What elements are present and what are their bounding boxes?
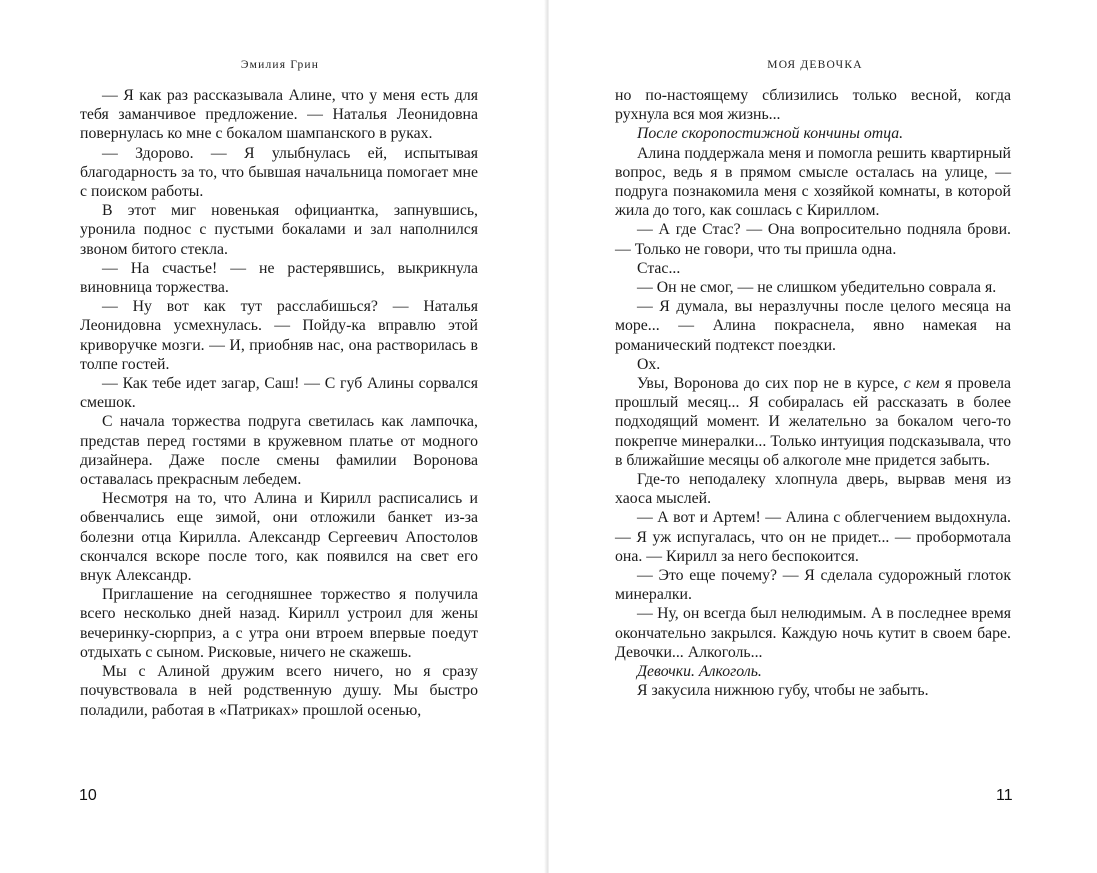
paragraph: — Это еще почему? — Я сделала судорожный глоток минералки. xyxy=(615,567,1011,604)
text-run: я провела прошлый месяц... Я собиралась ей рассказать в более подходящий момент. И желательно за бокалом чего-то покрепче минералки... Только интуиция подсказывала, что в ближайшие месяцы об алкоголе мне придется забыть. xyxy=(615,375,1012,469)
paragraph-italic: Девочки. Алкоголь. xyxy=(637,663,762,681)
paragraph: — Ну вот как тут расслабишься? — Наталья Леонидовна усмехнулась. — Пойду-ка вправлю этой криворучке мозги. — И, приобняв нас, она растворилась в толпе гостей. xyxy=(80,298,478,373)
emphasis: с кем xyxy=(903,375,940,393)
paragraph: — Он не смог, — не слишком убедительно соврала я. xyxy=(637,279,997,297)
paragraph: — Ну, он всегда был нелюдимым. А в последнее время окончательно закрылся. Каждую ночь кутит в своем баре. Девочки... Алкоголь... xyxy=(615,605,1011,661)
left-page xyxy=(0,0,547,873)
page-number: 11 xyxy=(996,787,1013,804)
paragraph: — Я думала, вы неразлучны после целого месяца на море... — Алина покраснела, явно намекая на романический подтекст поездки. xyxy=(615,298,1011,354)
page-number: 10 xyxy=(79,787,97,804)
paragraph: Я закусила нижнюю губу, чтобы не забыть. xyxy=(637,682,929,700)
left-text-block xyxy=(80,86,478,720)
paragraph: Приглашение на сегодняшнее торжество я получила всего несколько дней назад. Кирилл устроил для жены вечеринку-сюрприз, а с утра они втроем впервые поедут отдыхать с сыном. Рисковые, ничего не скажешь. xyxy=(80,586,478,661)
paragraph: — Я как раз рассказывала Алине, что у меня есть для тебя заманчивое предложение. — Наталья Леонидовна повернулась ко мне с бокалом шампанского в руках. xyxy=(80,87,478,143)
right-text-block xyxy=(615,86,1011,701)
paragraph: Мы с Алиной дружим всего ничего, но я сразу почувствовала в ней родственную душу. Мы быстро поладили, работая в «Патриках» прошлой осенью, xyxy=(80,663,478,719)
paragraph-continued: но по-настоящему сблизились только весной, когда рухнула вся моя жизнь... xyxy=(615,87,1011,124)
paragraph: — А где Стас? — Она вопросительно подняла брови. — Только не говори, что ты пришла одна. xyxy=(615,221,1011,258)
paragraph: Несмотря на то, что Алина и Кирилл расписались и обвенчались еще зимой, они отложили банкет из-за болезни отца Кирилла. Александр Сергеевич Апостолов скончался вскоре после того, как появился на свет его внук Александр. xyxy=(80,490,478,585)
paragraph: Алина поддержала меня и помогла решить квартирный вопрос, ведь я в прямом смысле осталась на улице, — подруга познакомила меня с хозяйкой комнаты, в которой жила до того, как сошлась с Кириллом. xyxy=(615,144,1011,220)
paragraph: — На счастье! — не растерявшись, выкрикнула виновница торжества. xyxy=(80,259,478,297)
text-run: Увы, Воронова до сих пор не в курсе, xyxy=(637,375,904,393)
paragraph: С начала торжества подруга светилась как лампочка, представ перед гостями в кружевном платье от модного дизайнера. Даже после смены фамилии Воронова оставалась прекрасным лебедем. xyxy=(80,413,478,489)
right-page xyxy=(549,0,1097,873)
paragraph: — А вот и Артем! — Алина с облегчением выдохнула. — Я уж испугалась, что он не придет... — пробормотала она. — Кирилл за него беспокоится. xyxy=(615,509,1011,565)
paragraph: Ох. xyxy=(637,355,661,373)
paragraph-mixed xyxy=(615,374,1011,470)
paragraph: В этот миг новенькая официантка, запнувшись, уронила поднос с пустыми бокалами и зал наполнился звоном битого стекла. xyxy=(80,202,478,258)
running-head-title: МОЯ ДЕВОЧКА xyxy=(767,59,863,71)
paragraph-italic: После скоропостижной кончины отца. xyxy=(637,125,904,143)
paragraph: — Как тебе идет загар, Саш! — С губ Алины сорвался смешок. xyxy=(80,375,478,412)
running-head-author: Эмилия Грин xyxy=(240,59,320,71)
paragraph: Стас... xyxy=(637,259,681,277)
paragraph: Где-то неподалеку хлопнула дверь, вырвав меня из хаоса мыслей. xyxy=(615,471,1011,508)
paragraph: — Здорово. — Я улыбнулась ей, испытывая благодарность за то, что бывшая начальница помогает мне с поиском работы. xyxy=(80,144,478,201)
